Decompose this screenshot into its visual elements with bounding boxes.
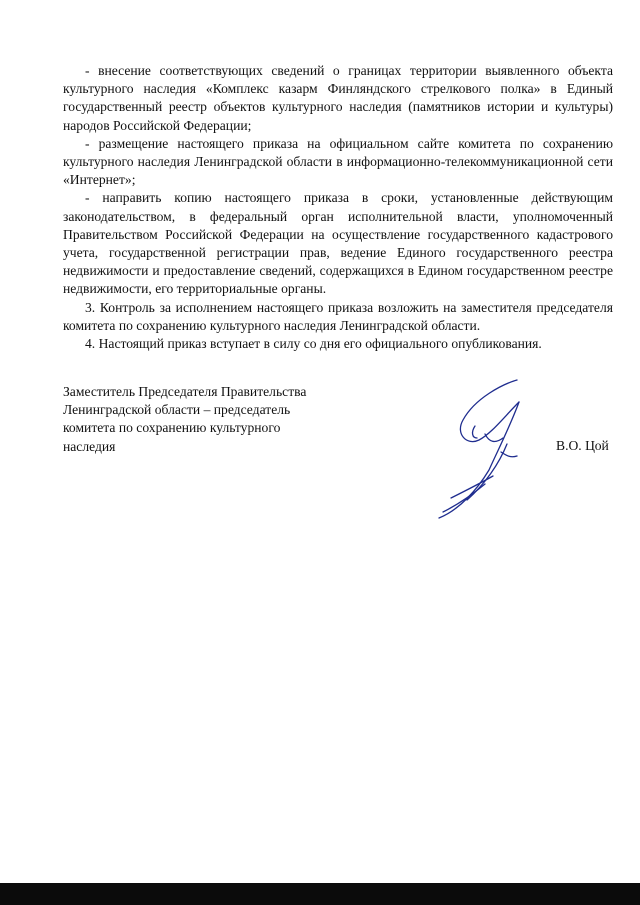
scan-bottom-edge	[0, 883, 640, 905]
handwritten-signature	[415, 372, 545, 522]
signatory-position-line: Ленинградской области – председатель	[63, 402, 291, 418]
paragraph-effective-date: 4. Настоящий приказ вступает в силу со дня его официального опубликования.	[85, 336, 542, 352]
signature-stroke	[473, 426, 477, 438]
signatory-name: В.О. Цой	[556, 438, 609, 453]
paragraph-control: 3. Контроль за исполнением настоящего приказа возложить на заместителя председателя комитета по сохранению культурного наследия Ленинградской области.	[63, 299, 613, 333]
paragraph-register-entry: - внесение соответствующих сведений о границах территории выявленного объекта культурного наследия «Комплекс казарм Финляндского стрелкового полка» в Единый государственный реестр объектов культурного наследия (памятников истории и культуры) народов Российской Федерации;	[63, 63, 613, 133]
signature-stroke	[460, 380, 519, 442]
paragraph-website-publication: - размещение настоящего приказа на официальном сайте комитета по сохранению культурного наследия Ленинградской области в информационно-телекоммуникационной сети «Интернет»;	[63, 135, 613, 188]
signature-stroke	[439, 402, 519, 518]
document-body	[63, 62, 613, 353]
paragraph-copy-distribution: - направить копию настоящего приказа в сроки, установленные действующим законодательством, в федеральный орган исполнительной власти, уполномоченный Правительством Российской Федерации на осуществление государственного кадастрового учета, государственной регистрации прав, ведение Единого государственного реестра недвижимости и предоставление сведений, содержащихся в Едином государственном реестре недвижимости, его территориальные органы.	[63, 190, 613, 297]
signatory-position-line: наследия	[63, 438, 116, 454]
signatory-position	[63, 383, 353, 456]
signatory-position-line: Заместитель Председателя Правительства	[63, 384, 307, 399]
signatory-position-line: комитета по сохранению культурного	[63, 420, 281, 436]
signature-stroke	[485, 434, 503, 441]
